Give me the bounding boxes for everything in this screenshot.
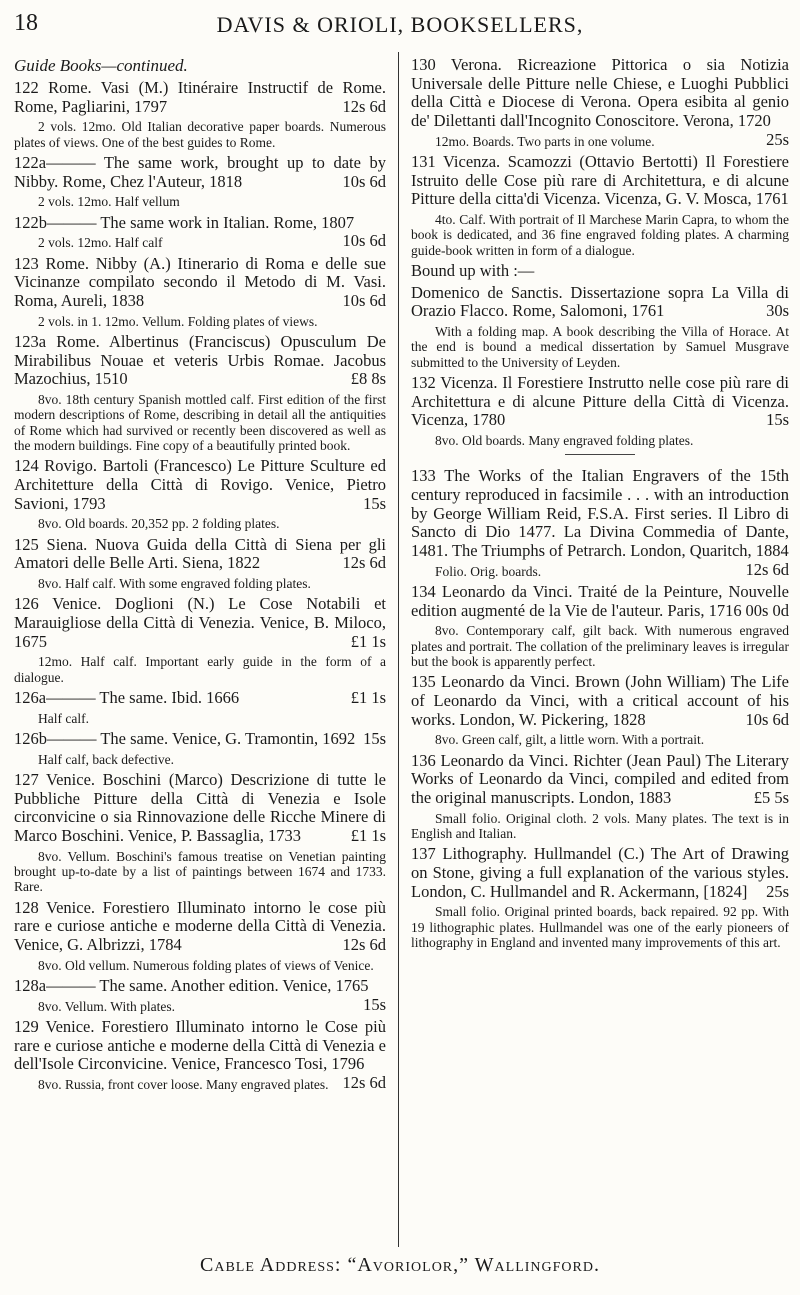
entry-note: 8vo. Half calf. With some engraved folding plates. — [38, 576, 311, 591]
entry-price: 15s — [766, 410, 789, 430]
left-column — [14, 56, 386, 1096]
entry-title: 130 Verona. Ricreazione Pittorica o sia Notizia Universale delle Pitture nelle Chiese, e Luoghi Pubblici della Città e Diocese di Verona. Opera esibita al genio de' Dilettanti dall'Incognito Conoscitore. Verona, 1720 — [411, 55, 789, 130]
entry-price: 12s 6d — [745, 559, 789, 579]
entry-price: 00s 0d — [745, 600, 789, 620]
entry-price: 10s 6d — [745, 709, 789, 729]
catalogue-entry — [411, 153, 789, 209]
entry-price: 15s — [363, 493, 386, 513]
entry-note: 12mo. Half calf. Important early guide in the form of a dialogue. — [14, 654, 386, 685]
page-number: 18 — [14, 10, 38, 36]
entry-price: 10s 6d — [342, 171, 386, 191]
entry-price: 10s 6d — [342, 231, 386, 251]
catalogue-entry — [411, 845, 789, 901]
separator-rule — [565, 454, 635, 455]
entry-price: 12s 6d — [342, 1073, 386, 1092]
cable-address: Cable Address: “Avoriolor,” Wallingford. — [200, 1254, 600, 1276]
entry-title: 122 Rome. Vasi (M.) Itinéraire Instructif de Rome. Rome, Pagliarini, 1797 — [14, 78, 386, 116]
entry-title: 136 Leonardo da Vinci. Richter (Jean Paul) The Literary Works of Leonardo da Vinci, compiled and edited from the original manuscripts. London, 1883 — [411, 750, 789, 807]
entry-title: 122a——— The same work, brought up to date by Nibby. Rome, Chez l'Auteur, 1818 — [14, 153, 386, 191]
catalogue-entry — [14, 457, 386, 513]
entry-title: 122b——— The same work in Italian. Rome, 1807 — [14, 212, 355, 232]
entry-note: 8vo. Contemporary calf, gilt back. With numerous engraved plates and portrait. The collation of the preliminary leaves is irregular but the book is apparently perfect. — [411, 623, 789, 669]
entry-note: 8vo. Vellum. With plates. — [38, 998, 175, 1014]
catalogue-entry — [14, 899, 386, 955]
entry-price: £1 1s — [350, 688, 386, 708]
entry-price: £8 8s — [350, 369, 386, 389]
catalogue-entry — [411, 262, 789, 281]
entry-note: 2 vols. 12mo. Old Italian decorative paper boards. Numerous plates of views. One of the best guides to Rome. — [14, 119, 386, 150]
catalogue-entry — [14, 333, 386, 389]
entry-title: 128a——— The same. Another edition. Venice, 1765 — [14, 976, 369, 996]
catalogue-entry — [14, 79, 386, 116]
entry-title: 128 Venice. Forestiero Illuminato intorno le cose più rare e curiose antiche e moderne della Città di Venezia. Venice, G. Albrizzi, 1784 — [14, 897, 386, 955]
entry-title: 135 Leonardo da Vinci. Brown (John William) The Life of Leonardo da Vinci, with a critical account of his works. London, W. Pickering, 1828 — [411, 672, 789, 729]
entry-title: 126a——— The same. Ibid. 1666 — [14, 688, 240, 708]
catalogue-entry — [411, 583, 789, 620]
page-header — [14, 10, 786, 40]
entry-price: £5 5s — [753, 787, 789, 807]
catalogue-entry — [411, 284, 789, 321]
entry-title: Domenico de Sanctis. Dissertazione sopra La Villa di Orazio Flacco. Rome, Salomoni, 1761 — [411, 282, 789, 321]
entry-price: 30s — [766, 301, 789, 321]
catalogue-entry — [14, 595, 386, 651]
entry-title: 124 Rovigo. Bartoli (Francesco) Le Pitture Sculture ed Architetture della Città di Rovigo. Venice, Pietro Savioni, 1793 — [14, 456, 386, 513]
entry-price: 25s — [766, 881, 789, 901]
entry-note: 12mo. Boards. Two parts in one volume. — [435, 133, 655, 149]
catalogue-entry — [411, 374, 789, 430]
catalogue-entry — [14, 255, 386, 311]
entry-title: 132 Vicenza. Il Forestiere Instrutto nelle cose più rare di Architettura e di alcune Pitture della Città di Vicenza. Vicenza, 1780 — [411, 373, 789, 430]
entry-title: 137 Lithography. Hullmandel (C.) The Art of Drawing on Stone, giving a full explanation of the various styles. London, C. Hullmandel and R. Ackermann, [1824] — [411, 844, 789, 901]
entry-title: 123a Rome. Albertinus (Franciscus) Opusculum De Mirabilibus Nouae et veteris Urbis Romae. Jacobus Mazochius, 1510 — [14, 332, 386, 389]
entry-price: 15s — [363, 729, 386, 749]
entry-note: 8vo. Old boards. 20,352 pp. 2 folding plates. — [38, 516, 280, 532]
entry-title: 126 Venice. Doglioni (N.) Le Cose Notabili et Marauigliose della Città di Venezia. Venice, B. Miloco, 1675 — [14, 594, 386, 651]
entry-title: Bound up with :— — [411, 260, 535, 280]
entry-note: 2 vols. 12mo. Half vellum — [38, 194, 180, 210]
entry-title: 134 Leonardo da Vinci. Traité de la Peinture, Nouvelle edition augmenté de la Vie de l'auteur. Paris, 1716 — [411, 581, 789, 620]
entry-note: 2 vols. 12mo. Half calf — [38, 235, 163, 251]
entry-title: 129 Venice. Forestiero Illuminato intorno le Cose più rare e curiose antiche e moderne della Città di Venezia e dell'Isole Circonvicine. Venice, Francesco Tosi, 1796 — [14, 1017, 386, 1074]
entry-note: 8vo. Russia, front cover loose. Many engraved plates. — [38, 1077, 329, 1092]
entry-title: 133 The Works of the Italian Engravers of the 15th century reproduced in facsimile . . . with an introduction by George William Reid, F.S.A. First series. Il Libro di Sancto di Dio 1477. La Divina Commedia of Dante, 1481. The Triumphs of Petrarch. London, Quaritch, 1884 — [411, 466, 789, 560]
entry-title: 126b——— The same. Venice, G. Tramontin, 1692 — [14, 729, 356, 749]
entry-title: 131 Vicenza. Scamozzi (Ottavio Bertotti) Il Forestiere Istruito delle Cose più rare di Architettura, e di alcune Pitture della citta'di Vicenza. Vicenza, G. V. Mosca, 1761 — [411, 151, 789, 209]
entry-price: 12s 6d — [342, 553, 386, 573]
entry-title: 125 Siena. Nuova Guida della Città di Siena per gli Amatori delle Belle Arti. Siena, 1822 — [14, 534, 386, 573]
catalogue-entry — [14, 154, 386, 191]
catalogue-entry — [411, 673, 789, 729]
page-title: DAVIS & ORIOLI, BOOKSELLERS, — [216, 12, 584, 37]
right-column — [411, 56, 789, 954]
catalogue-entry — [14, 771, 386, 846]
right-entries — [411, 56, 789, 950]
entry-price: 12s 6d — [342, 935, 386, 955]
entry-note: 8vo. Old boards. Many engraved folding plates. — [435, 432, 694, 448]
entry-note: Folio. Orig. boards. — [435, 563, 542, 579]
catalogue-entry — [14, 536, 386, 573]
entry-note: Half calf, back defective. — [38, 751, 175, 767]
entry-price: 12s 6d — [342, 96, 386, 116]
entry-price: 15s — [363, 994, 386, 1014]
entry-price: £1 1s — [350, 631, 386, 651]
entry-price: £1 1s — [350, 826, 386, 845]
entry-note: Small folio. Original printed boards, back repaired. 92 pp. With 19 lithographic plates. Hullmandel was one of the early pioneers of lithography in England and invented many improvements of this art. — [411, 904, 789, 950]
entry-title: 123 Rome. Nibby (A.) Itinerario di Roma e delle sue Vicinanze compilato secondo il Metodo di M. Vasi. Roma, Aureli, 1838 — [14, 253, 386, 310]
entry-note: 8vo. Old vellum. Numerous folding plates of views of Venice. — [38, 957, 374, 973]
entry-note: 8vo. Vellum. Boschini's famous treatise on Venetian painting brought up-to-date by a list of paintings between 1674 and 1733. Rare. — [14, 848, 386, 895]
entry-price: 25s — [766, 129, 789, 149]
column-divider — [398, 52, 399, 1247]
left-entries — [14, 79, 386, 1092]
entry-price: 10s 6d — [342, 290, 386, 310]
catalogue-entry — [14, 689, 386, 708]
section-heading: Guide Books—continued. — [14, 56, 188, 75]
entry-note: 8vo. 18th century Spanish mottled calf. First edition of the first modern descriptions of Rome, describing in detail all the antiquities of Rome which had survived or recently been discovered as well as the modern buildings. Fine copy of a beautifully printed book. — [14, 391, 386, 454]
entry-note: 4to. Calf. With portrait of Il Marchese Marin Capra, to whom the book is dedicated, and 36 fine engraved folding plates. A charming guide-book written in form of a dialogue. — [411, 211, 789, 258]
entry-note: 8vo. Green calf, gilt, a little worn. With a portrait. — [435, 732, 705, 748]
entry-note: 2 vols. in 1. 12mo. Vellum. Folding plates of views. — [38, 313, 318, 329]
entry-note: With a folding map. A book describing the Villa of Horace. At the end is bound a medical dissertation by Samuel Musgrave submitted to the University of Leyden. — [411, 323, 789, 370]
entry-note: Half calf. — [38, 710, 89, 726]
catalogue-entry — [14, 730, 386, 749]
catalogue-entry — [411, 752, 789, 808]
entry-title: 127 Venice. Boschini (Marco) Descrizione di tutte le Pubbliche Pitture della Città di Venezia e Isole circonvicine o sia Rinnovazione delle Ricche Minere di Marco Boschini. Venice, P. Bassaglia, 1733 — [14, 770, 386, 845]
entry-note: Small folio. Original cloth. 2 vols. Many plates. The text is in English and Italian. — [411, 810, 789, 841]
